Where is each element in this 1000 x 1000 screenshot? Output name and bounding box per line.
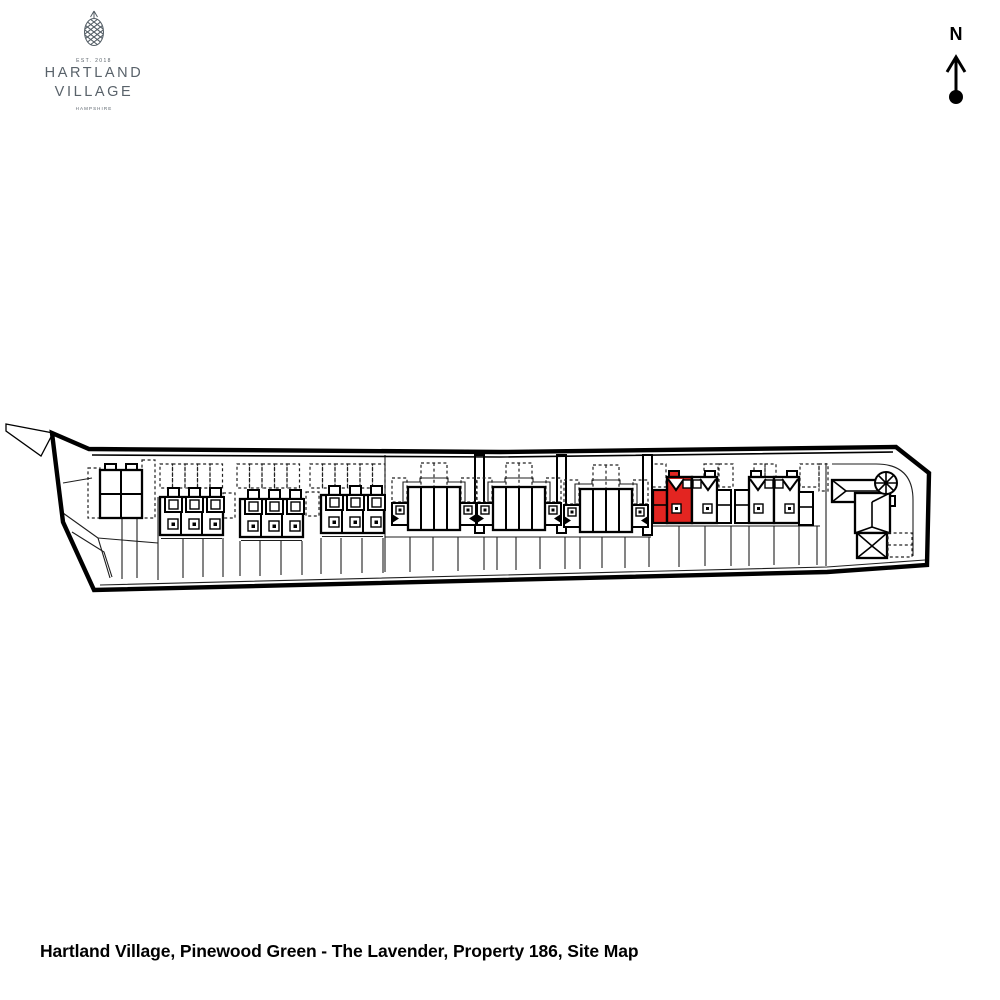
boundary-spur (6, 424, 53, 456)
north-label: N (949, 24, 963, 44)
logo-name-line1: HARTLAND (44, 65, 144, 81)
apartment-block-1 (392, 463, 476, 530)
buildings (100, 455, 912, 558)
apartment-block-3 (564, 465, 648, 532)
apartment-block-square (100, 464, 142, 518)
logo-tagline: HAMPSHIRE (75, 105, 113, 111)
semi-annex (717, 490, 731, 523)
caption-text: Hartland Village, Pinewood Green - The Lavender, Property 186, Site Map (40, 941, 639, 961)
semi-unit (749, 471, 774, 523)
semi-annex (799, 492, 813, 525)
semi-unit (692, 471, 717, 523)
logo-name-line2: VILLAGE (54, 83, 134, 100)
property-186-highlight (653, 471, 692, 523)
logo-established: EST. 2018 (76, 58, 112, 64)
terrace-row-3 (321, 486, 385, 537)
turret (875, 472, 897, 494)
terrace-row-1 (160, 488, 224, 539)
semi-unit (774, 471, 799, 523)
apartment-block-2 (477, 463, 561, 530)
manor-house (832, 472, 912, 558)
terrace-row-2 (240, 490, 304, 541)
north-arrow-icon (947, 57, 965, 104)
semi-annex (735, 490, 749, 523)
